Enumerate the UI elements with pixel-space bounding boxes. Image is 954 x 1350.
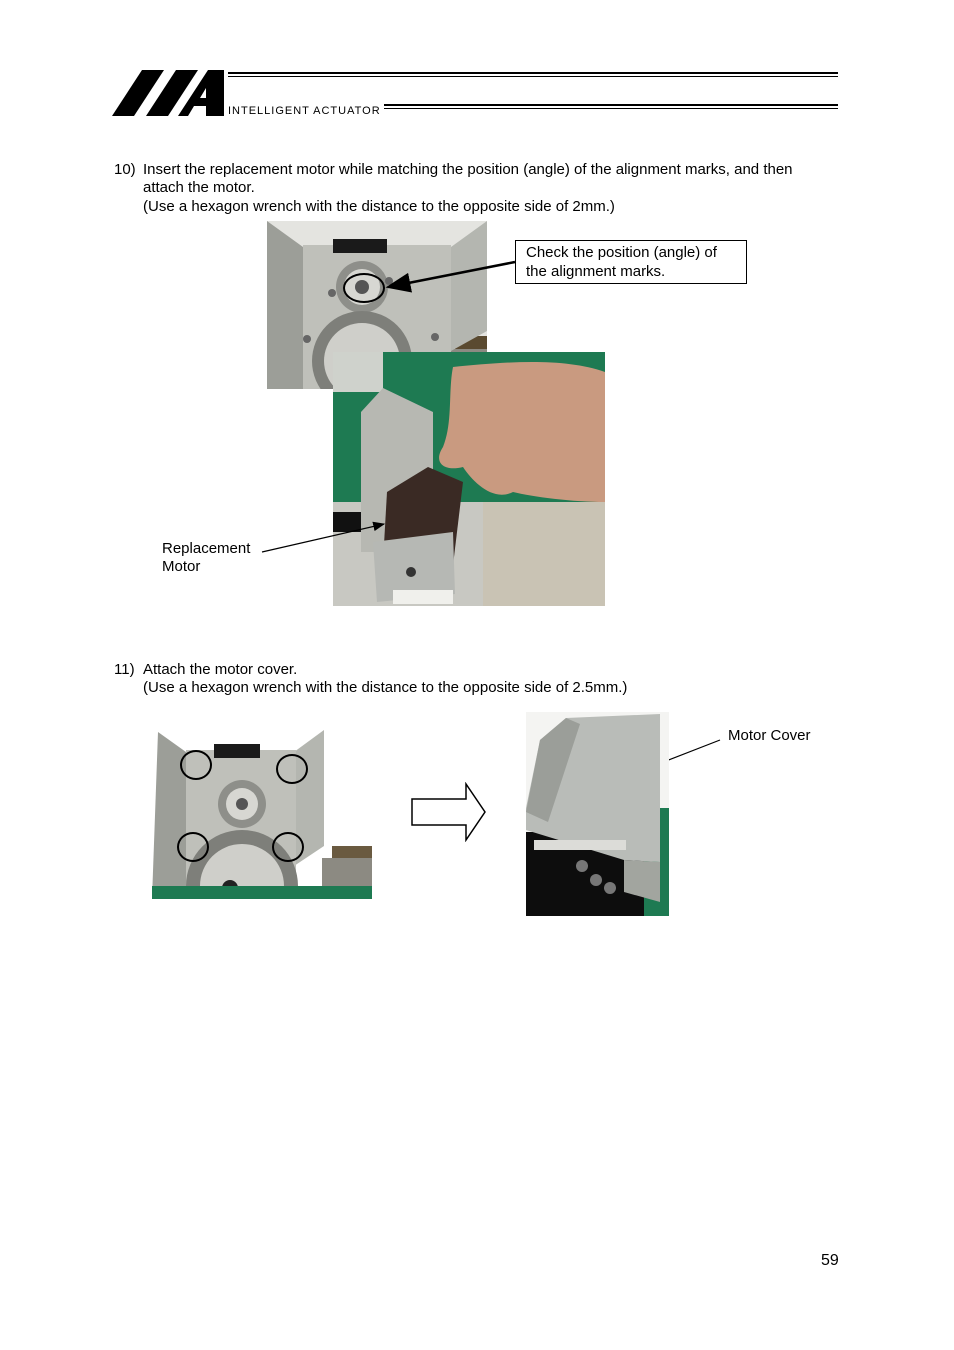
screw-circle-top-right	[276, 754, 308, 784]
step10-line2: attach the motor.	[143, 179, 255, 196]
step11-line2: (Use a hexagon wrench with the distance to the opposite side of 2.5mm.)	[143, 679, 628, 696]
header-rule-bottom-1	[384, 104, 838, 106]
replacement-motor-label-line2: Motor	[162, 558, 201, 575]
alignment-callout-box	[515, 240, 747, 284]
motor-cover-label: Motor Cover	[728, 727, 811, 744]
replacement-motor-photo	[333, 352, 605, 606]
alignment-callout-line1: Check the position (angle) of	[526, 244, 717, 261]
cover-screws-photo	[152, 726, 372, 899]
page-header	[0, 0, 954, 130]
brand-text: INTELLIGENT ACTUATOR	[228, 105, 381, 117]
screw-circle-bottom-right	[272, 832, 304, 862]
motor-cover-photo	[526, 712, 669, 916]
header-rule-top-1	[228, 72, 838, 74]
header-rule-top-2	[228, 76, 838, 77]
screw-circle-top-left	[180, 750, 212, 780]
right-arrow-icon	[410, 782, 488, 842]
step10-line1: Insert the replacement motor while matching the position (angle) of the alignment marks, and then	[143, 161, 793, 178]
alignment-mark-circle	[343, 273, 385, 303]
screw-circle-bottom-left	[177, 832, 209, 862]
step11-number: 11)	[114, 661, 135, 678]
replacement-motor-label-line1: Replacement	[162, 540, 251, 557]
iai-logo-icon	[112, 68, 226, 118]
alignment-callout-line2: the alignment marks.	[526, 263, 666, 280]
step11-line1: Attach the motor cover.	[143, 661, 298, 678]
page-number: 59	[821, 1252, 839, 1269]
header-rule-bottom-2	[384, 108, 838, 109]
step10-line3: (Use a hexagon wrench with the distance to the opposite side of 2mm.)	[143, 198, 615, 215]
step10-number: 10)	[114, 161, 136, 178]
